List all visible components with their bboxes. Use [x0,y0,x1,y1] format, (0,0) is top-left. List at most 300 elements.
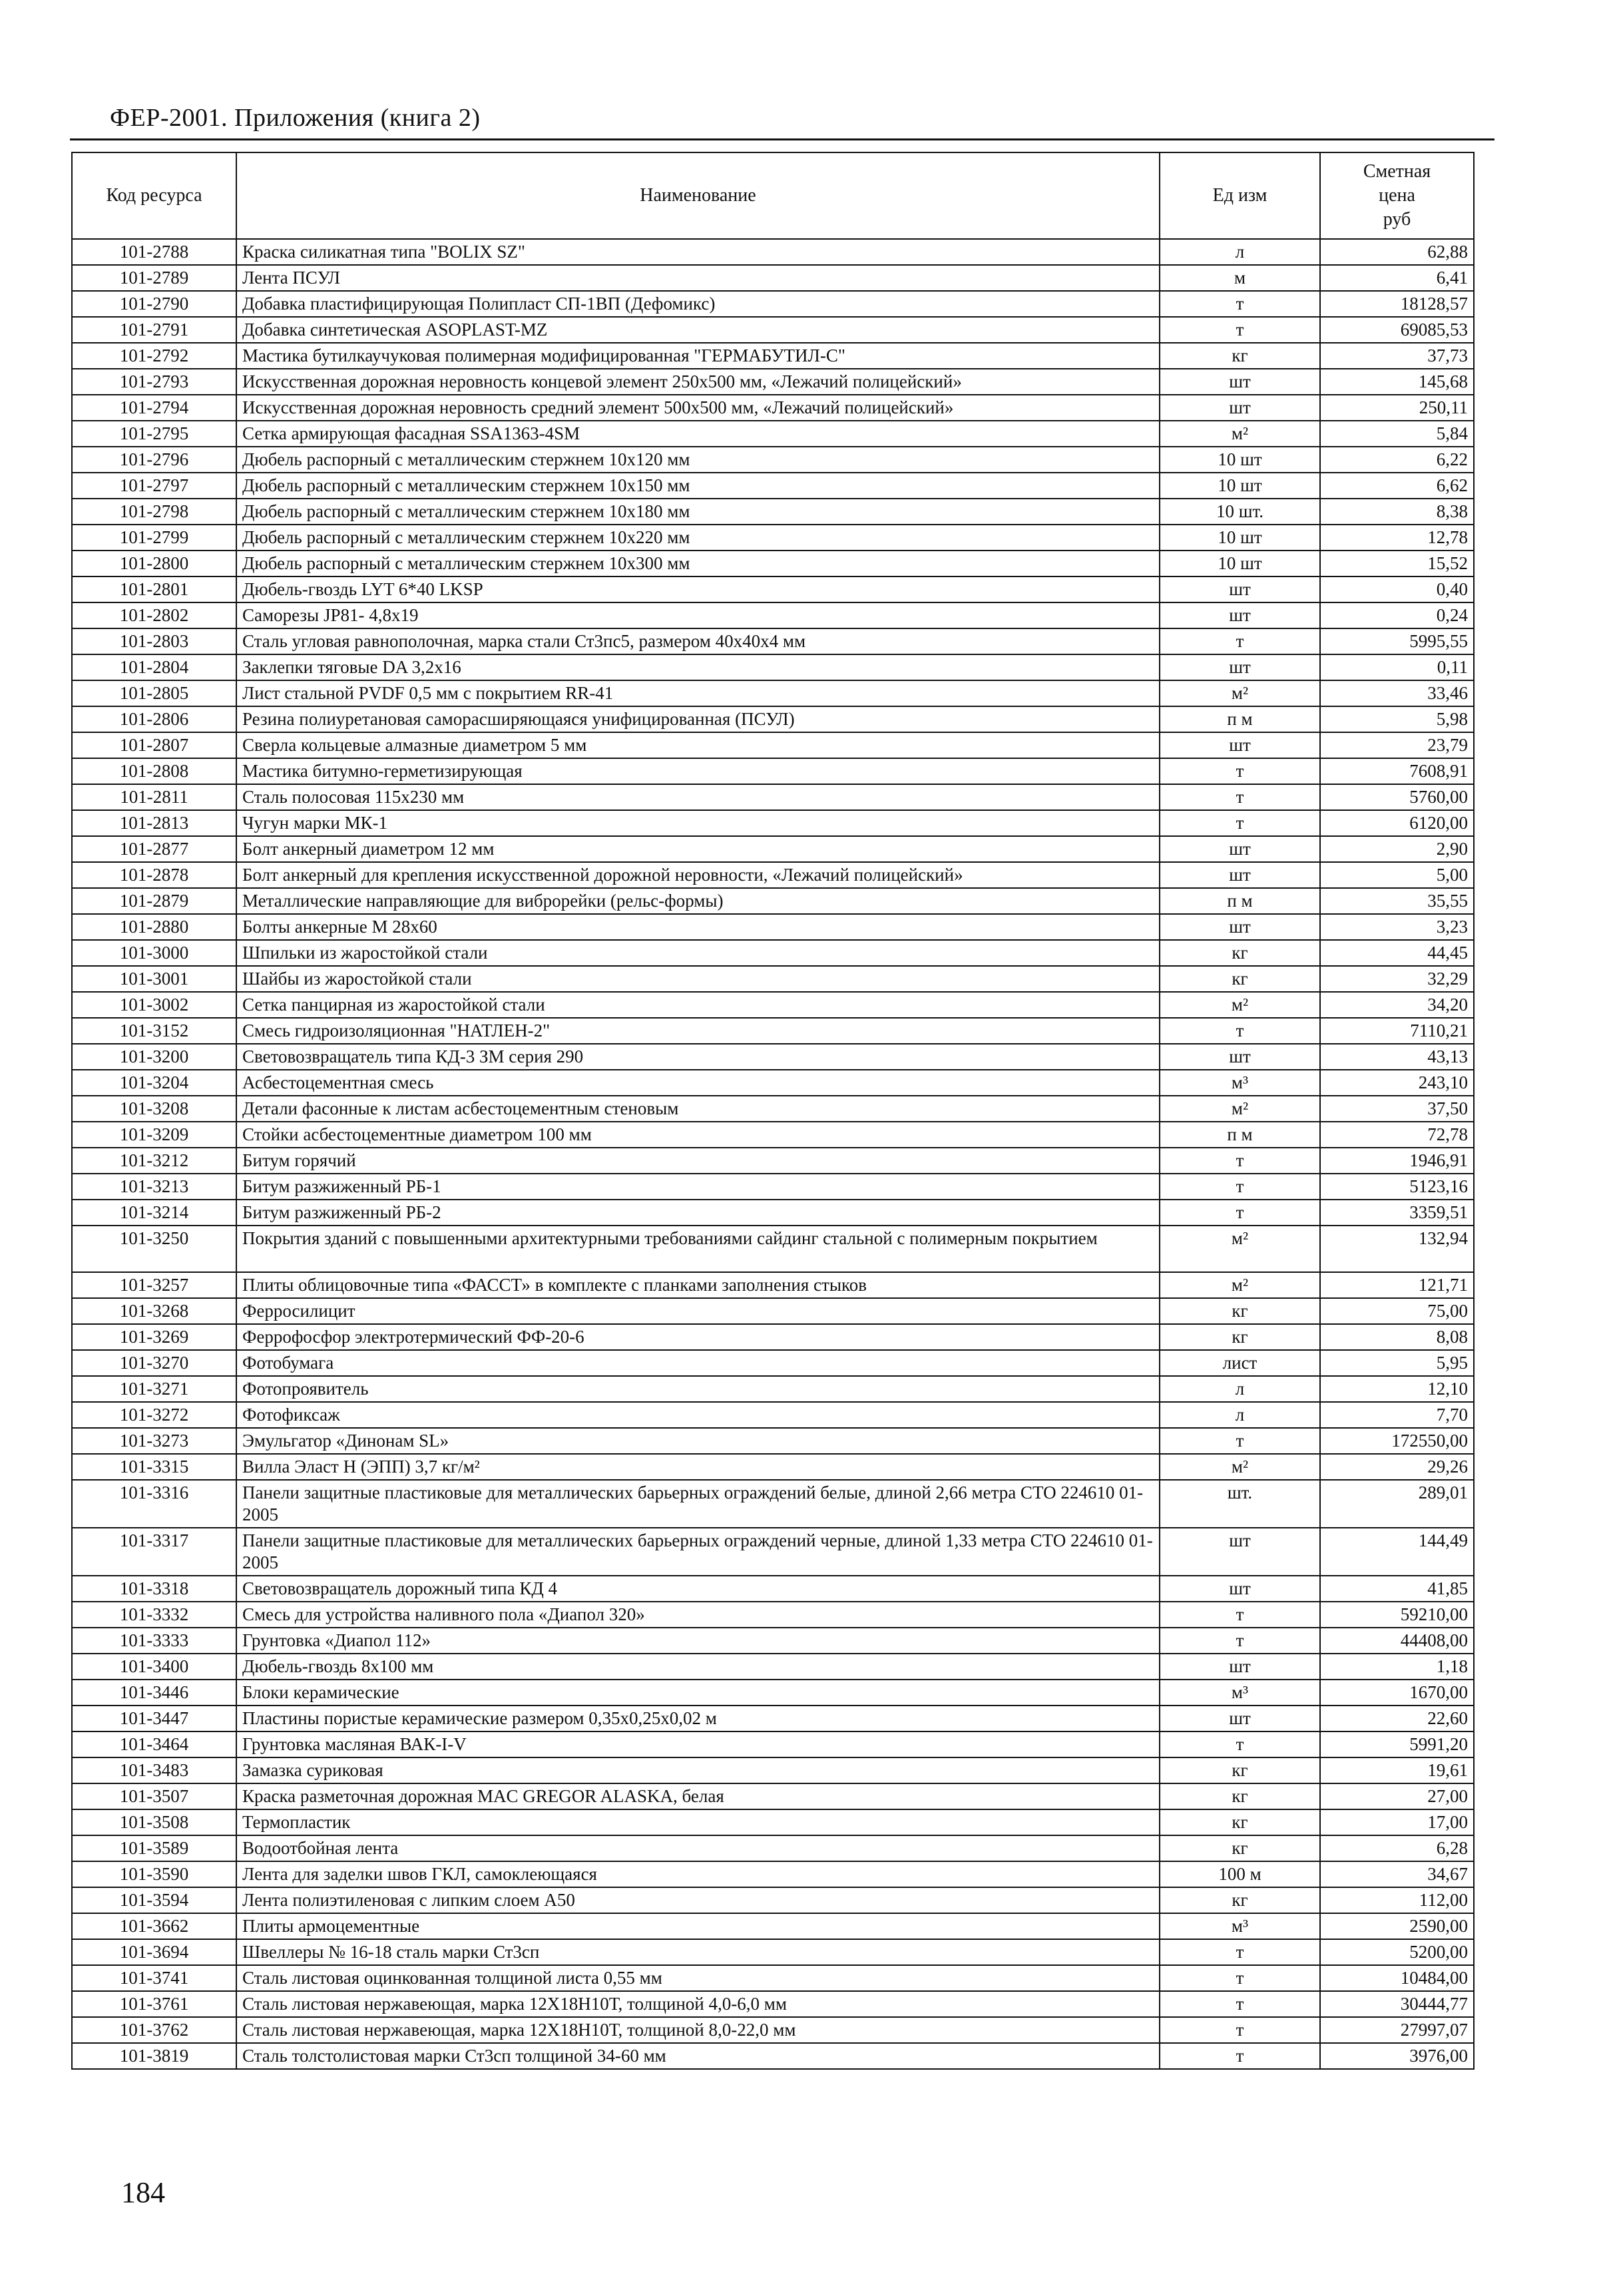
price-cell: 132,94 [1320,1226,1474,1272]
resource-code-cell: 101-3271 [72,1376,236,1402]
price-cell: 35,55 [1320,888,1474,914]
resource-code-cell: 101-2799 [72,525,236,551]
table-row [72,1628,1474,1654]
table-row [72,1528,1474,1576]
resource-code-cell: 101-3446 [72,1680,236,1706]
price-cell: 5200,00 [1320,1939,1474,1965]
price-cell: 5,00 [1320,862,1474,888]
resource-name-cell: Дюбель-гвоздь LYT 6*40 LKSP [236,576,1160,602]
table-row [72,1913,1474,1939]
resource-code-cell: 101-2791 [72,317,236,343]
table-row [72,499,1474,525]
table-row [72,1298,1474,1324]
unit-cell: л [1160,1376,1320,1402]
unit-cell: т [1160,1991,1320,2017]
table-row [72,1272,1474,1298]
table-row [72,369,1474,395]
price-cell: 0,40 [1320,576,1474,602]
resource-code-cell: 101-3001 [72,966,236,992]
resource-code-cell: 101-2807 [72,732,236,758]
unit-cell: шт [1160,1044,1320,1070]
resource-code-cell: 101-3483 [72,1757,236,1783]
unit-cell: шт [1160,369,1320,395]
resource-code-cell: 101-3400 [72,1654,236,1680]
resource-name-cell: Битум горячий [236,1148,1160,1174]
unit-cell: шт. [1160,1480,1320,1528]
table-row [72,1428,1474,1454]
resource-name-cell: Заклепки тяговые DA 3,2x16 [236,654,1160,680]
table-row [72,1324,1474,1350]
resource-code-cell: 101-2798 [72,499,236,525]
unit-cell: 10 шт [1160,447,1320,473]
price-cell: 75,00 [1320,1298,1474,1324]
resource-name-cell: Сетка армирующая фасадная SSA1363-4SM [236,421,1160,447]
unit-cell: т [1160,1939,1320,1965]
price-cell: 72,78 [1320,1122,1474,1148]
resource-code-cell: 101-3332 [72,1602,236,1628]
resource-code-cell: 101-2803 [72,628,236,654]
resource-name-cell: Водоотбойная лента [236,1835,1160,1861]
price-cell: 32,29 [1320,966,1474,992]
table-row [72,1576,1474,1602]
table-body [72,239,1474,2069]
table-header-row [72,152,1474,239]
price-cell: 1,18 [1320,1654,1474,1680]
price-cell: 62,88 [1320,239,1474,265]
resource-name-cell: Дюбель распорный с металлическим стержнем 10x180 мм [236,499,1160,525]
resource-code-cell: 101-2808 [72,758,236,784]
price-cell: 6,28 [1320,1835,1474,1861]
price-cell: 3,23 [1320,914,1474,940]
resource-code-cell: 101-3270 [72,1350,236,1376]
page-header-title: ФЕР-2001. Приложения (книга 2) [110,104,481,132]
unit-cell: шт [1160,654,1320,680]
price-cell: 41,85 [1320,1576,1474,1602]
price-cell: 121,71 [1320,1272,1474,1298]
table-row [72,2017,1474,2043]
resource-code-cell: 101-3268 [72,1298,236,1324]
table-row [72,1174,1474,1200]
unit-cell: т [1160,1602,1320,1628]
price-cell: 43,13 [1320,1044,1474,1070]
unit-cell: т [1160,1731,1320,1757]
resource-code-cell: 101-3447 [72,1706,236,1731]
table-row [72,1809,1474,1835]
price-cell: 34,67 [1320,1861,1474,1887]
resource-code-cell: 101-3214 [72,1200,236,1226]
price-cell: 0,11 [1320,654,1474,680]
resource-name-cell: Резина полиуретановая саморасширяющаяся унифицированная (ПСУЛ) [236,706,1160,732]
price-cell: 7,70 [1320,1402,1474,1428]
resource-name-cell: Вилла Эласт Н (ЭПП) 3,7 кг/м² [236,1454,1160,1480]
unit-cell: м² [1160,421,1320,447]
resource-name-cell: Блоки керамические [236,1680,1160,1706]
unit-cell: м³ [1160,1680,1320,1706]
unit-cell: кг [1160,1298,1320,1324]
table-row [72,1148,1474,1174]
resource-name-cell: Битум разжиженный РБ-2 [236,1200,1160,1226]
price-cell: 5123,16 [1320,1174,1474,1200]
unit-cell: 10 шт [1160,525,1320,551]
unit-cell: кг [1160,1324,1320,1350]
table-row [72,1965,1474,1991]
unit-cell: п м [1160,888,1320,914]
table-row [72,447,1474,473]
resource-name-cell: Дюбель-гвоздь 8x100 мм [236,1654,1160,1680]
unit-cell: м [1160,265,1320,291]
resource-name-cell: Покрытия зданий с повышенными архитектурными требованиями сайдинг стальной с полимерным покрытием [236,1226,1160,1272]
resource-code-cell: 101-3257 [72,1272,236,1298]
resource-code-cell: 101-2797 [72,473,236,499]
price-cell: 17,00 [1320,1809,1474,1835]
resource-code-cell: 101-3002 [72,992,236,1018]
resource-code-cell: 101-3000 [72,940,236,966]
unit-cell: т [1160,1200,1320,1226]
unit-cell: шт [1160,836,1320,862]
unit-cell: т [1160,628,1320,654]
resource-name-cell: Шпильки из жаростойкой стали [236,940,1160,966]
unit-cell: т [1160,291,1320,317]
price-cell: 0,24 [1320,602,1474,628]
page-number: 184 [121,2176,165,2209]
resource-name-cell: Сталь полосовая 115x230 мм [236,784,1160,810]
resource-name-cell: Сталь листовая нержавеющая, марка 12Х18Н10Т, толщиной 8,0-22,0 мм [236,2017,1160,2043]
resource-name-cell: Световозвращатель типа КД-3 ЗМ серия 290 [236,1044,1160,1070]
resource-code-cell: 101-3762 [72,2017,236,2043]
table-row [72,1350,1474,1376]
table-row [72,758,1474,784]
resource-name-cell: Дюбель распорный с металлическим стержнем 10x300 мм [236,551,1160,576]
resource-code-cell: 101-2794 [72,395,236,421]
price-cell: 18128,57 [1320,291,1474,317]
resource-name-cell: Стойки асбестоцементные диаметром 100 мм [236,1122,1160,1148]
price-cell: 145,68 [1320,369,1474,395]
unit-cell: шт [1160,576,1320,602]
unit-cell: т [1160,2017,1320,2043]
table-row [72,239,1474,265]
resource-code-cell: 101-3589 [72,1835,236,1861]
unit-cell: т [1160,317,1320,343]
unit-cell: кг [1160,1887,1320,1913]
resource-name-cell: Ферросилицит [236,1298,1160,1324]
unit-cell: кг [1160,966,1320,992]
price-cell: 15,52 [1320,551,1474,576]
unit-cell: т [1160,1018,1320,1044]
resource-code-cell: 101-3662 [72,1913,236,1939]
col-header-price-line: Сметная [1363,161,1431,182]
resource-code-cell: 101-2795 [72,421,236,447]
price-cell: 34,20 [1320,992,1474,1018]
resource-code-cell: 101-3204 [72,1070,236,1096]
resource-name-cell: Сверла кольцевые алмазные диаметром 5 мм [236,732,1160,758]
resource-code-cell: 101-2804 [72,654,236,680]
resource-name-cell: Дюбель распорный с металлическим стержнем 10x220 мм [236,525,1160,551]
resource-name-cell: Битум разжиженный РБ-1 [236,1174,1160,1200]
resource-name-cell: Феррофосфор электротермический ФФ-20-6 [236,1324,1160,1350]
table-row [72,732,1474,758]
price-cell: 1670,00 [1320,1680,1474,1706]
table-row [72,1096,1474,1122]
unit-cell: м² [1160,1454,1320,1480]
unit-cell: 100 м [1160,1861,1320,1887]
resource-code-cell: 101-3819 [72,2043,236,2069]
price-cell: 19,61 [1320,1757,1474,1783]
price-cell: 1946,91 [1320,1148,1474,1174]
price-cell: 5991,20 [1320,1731,1474,1757]
resource-code-cell: 101-3272 [72,1402,236,1428]
resource-price-table [71,152,1475,2070]
resource-name-cell: Плиты облицовочные типа «ФАССТ» в комплекте с планками заполнения стыков [236,1272,1160,1298]
resource-name-cell: Сталь толстолистовая марки Ст3сп толщиной 34-60 мм [236,2043,1160,2069]
resource-name-cell: Сталь листовая нержавеющая, марка 12Х18Н10Т, толщиной 4,0-6,0 мм [236,1991,1160,2017]
price-cell: 7110,21 [1320,1018,1474,1044]
unit-cell: т [1160,1174,1320,1200]
resource-name-cell: Смесь гидроизоляционная "НАТЛЕН-2" [236,1018,1160,1044]
resource-code-cell: 101-2788 [72,239,236,265]
table-row [72,1200,1474,1226]
resource-code-cell: 101-2813 [72,810,236,836]
resource-name-cell: Краска силикатная типа "BOLIX SZ" [236,239,1160,265]
table-row [72,706,1474,732]
resource-name-cell: Плиты армоцементные [236,1913,1160,1939]
unit-cell: м³ [1160,1070,1320,1096]
table-row [72,888,1474,914]
unit-cell: т [1160,810,1320,836]
table-row [72,680,1474,706]
unit-cell: шт [1160,1528,1320,1576]
resource-code-cell: 101-3594 [72,1887,236,1913]
table-row [72,628,1474,654]
table-row [72,1680,1474,1706]
resource-code-cell: 101-2878 [72,862,236,888]
unit-cell: п м [1160,1122,1320,1148]
resource-code-cell: 101-2790 [72,291,236,317]
table-row [72,265,1474,291]
unit-cell: 10 шт [1160,551,1320,576]
table-row [72,1122,1474,1148]
unit-cell: м² [1160,992,1320,1018]
price-cell: 6120,00 [1320,810,1474,836]
unit-cell: 10 шт [1160,473,1320,499]
resource-code-cell: 101-3316 [72,1480,236,1528]
col-header-unit: Ед изм [1160,152,1320,239]
col-header-price [1320,152,1474,239]
table-row [72,1376,1474,1402]
price-cell: 69085,53 [1320,317,1474,343]
resource-name-cell: Грунтовка масляная ВАК-I-V [236,1731,1160,1757]
table-row [72,576,1474,602]
resource-code-cell: 101-2806 [72,706,236,732]
resource-code-cell: 101-3200 [72,1044,236,1070]
resource-code-cell: 101-3273 [72,1428,236,1454]
price-cell: 59210,00 [1320,1602,1474,1628]
table-row [72,1783,1474,1809]
unit-cell: м² [1160,1272,1320,1298]
resource-code-cell: 101-2879 [72,888,236,914]
unit-cell: т [1160,1965,1320,1991]
price-cell: 27,00 [1320,1783,1474,1809]
table-row [72,1480,1474,1528]
table-row [72,1991,1474,2017]
resource-code-cell: 101-3208 [72,1096,236,1122]
resource-code-cell: 101-3250 [72,1226,236,1272]
table-row [72,1044,1474,1070]
price-cell: 37,73 [1320,343,1474,369]
unit-cell: п м [1160,706,1320,732]
price-cell: 12,10 [1320,1376,1474,1402]
unit-cell: шт [1160,1706,1320,1731]
price-cell: 250,11 [1320,395,1474,421]
price-cell: 30444,77 [1320,1991,1474,2017]
unit-cell: м² [1160,1096,1320,1122]
table-row [72,1070,1474,1096]
resource-name-cell: Лента для заделки швов ГКЛ, самоклеющаяся [236,1861,1160,1887]
price-cell: 6,41 [1320,265,1474,291]
resource-name-cell: Фотобумага [236,1350,1160,1376]
table-row [72,551,1474,576]
resource-name-cell: Лента ПСУЛ [236,265,1160,291]
table-row [72,1861,1474,1887]
unit-cell: шт [1160,395,1320,421]
resource-code-cell: 101-2789 [72,265,236,291]
col-header-name: Наименование [236,152,1160,239]
col-header-code: Код ресурса [72,152,236,239]
resource-name-cell: Шайбы из жаростойкой стали [236,966,1160,992]
price-cell: 5,98 [1320,706,1474,732]
table-row [72,966,1474,992]
price-cell: 5,84 [1320,421,1474,447]
resource-name-cell: Саморезы JP81- 4,8x19 [236,602,1160,628]
unit-cell: л [1160,239,1320,265]
price-cell: 2,90 [1320,836,1474,862]
unit-cell: шт [1160,1576,1320,1602]
table-row [72,421,1474,447]
table-row [72,1018,1474,1044]
resource-name-cell: Искусственная дорожная неровность средний элемент 500x500 мм, «Лежачий полицейский» [236,395,1160,421]
table-row [72,1602,1474,1628]
resource-code-cell: 101-2805 [72,680,236,706]
unit-cell: кг [1160,1757,1320,1783]
resource-name-cell: Дюбель распорный с металлическим стержнем 10x120 мм [236,447,1160,473]
unit-cell: шт [1160,914,1320,940]
price-cell: 22,60 [1320,1706,1474,1731]
resource-code-cell: 101-3315 [72,1454,236,1480]
price-cell: 6,22 [1320,447,1474,473]
price-cell: 33,46 [1320,680,1474,706]
unit-cell: т [1160,758,1320,784]
resource-code-cell: 101-2877 [72,836,236,862]
unit-cell: т [1160,1628,1320,1654]
unit-cell: кг [1160,1835,1320,1861]
resource-name-cell: Краска разметочная дорожная MAC GREGOR ALASKA, белая [236,1783,1160,1809]
resource-code-cell: 101-2792 [72,343,236,369]
price-cell: 289,01 [1320,1480,1474,1528]
resource-name-cell: Световозвращатель дорожный типа КД 4 [236,1576,1160,1602]
resource-name-cell: Фотопроявитель [236,1376,1160,1402]
resource-code-cell: 101-3761 [72,1991,236,2017]
resource-name-cell: Сетка панцирная из жаростойкой стали [236,992,1160,1018]
price-cell: 144,49 [1320,1528,1474,1576]
unit-cell: т [1160,784,1320,810]
resource-name-cell: Лента полиэтиленовая с липким слоем А50 [236,1887,1160,1913]
price-cell: 112,00 [1320,1887,1474,1913]
table-row [72,317,1474,343]
unit-cell: кг [1160,940,1320,966]
col-header-price-line: руб [1383,209,1411,230]
table-row [72,291,1474,317]
price-cell: 44,45 [1320,940,1474,966]
table-row [72,1402,1474,1428]
price-cell: 12,78 [1320,525,1474,551]
table-row [72,914,1474,940]
resource-name-cell: Швеллеры № 16-18 сталь марки Ст3сп [236,1939,1160,1965]
resource-code-cell: 101-3507 [72,1783,236,1809]
resource-code-cell: 101-2793 [72,369,236,395]
resource-code-cell: 101-3212 [72,1148,236,1174]
resource-name-cell: Панели защитные пластиковые для металлических барьерных ограждений черные, длиной 1,33 метра СТО 224610 01-2005 [236,1528,1160,1576]
resource-name-cell: Добавка пластифицирующая Полипласт СП-1ВП (Дефомикс) [236,291,1160,317]
resource-name-cell: Металлические направляющие для виброрейки (рельс-формы) [236,888,1160,914]
table-row [72,940,1474,966]
table-row [72,992,1474,1018]
resource-code-cell: 101-2880 [72,914,236,940]
resource-code-cell: 101-2802 [72,602,236,628]
resource-name-cell: Сталь листовая оцинкованная толщиной листа 0,55 мм [236,1965,1160,1991]
resource-code-cell: 101-3317 [72,1528,236,1576]
price-cell: 5,95 [1320,1350,1474,1376]
price-cell: 172550,00 [1320,1428,1474,1454]
resource-code-cell: 101-3741 [72,1965,236,1991]
resource-name-cell: Добавка синтетическая ASOPLAST-MZ [236,317,1160,343]
resource-name-cell: Детали фасонные к листам асбестоцементным стеновым [236,1096,1160,1122]
price-cell: 10484,00 [1320,1965,1474,1991]
resource-name-cell: Грунтовка «Диапол 112» [236,1628,1160,1654]
resource-name-cell: Болт анкерный для крепления искусственной дорожной неровности, «Лежачий полицейский» [236,862,1160,888]
unit-cell: шт [1160,732,1320,758]
price-cell: 6,62 [1320,473,1474,499]
table-row [72,1835,1474,1861]
table-row [72,343,1474,369]
resource-code-cell: 101-3318 [72,1576,236,1602]
price-cell: 3976,00 [1320,2043,1474,2069]
resource-name-cell: Сталь угловая равнополочная, марка стали Ст3пс5, размером 40x40x4 мм [236,628,1160,654]
table-row [72,810,1474,836]
resource-name-cell: Болт анкерный диаметром 12 мм [236,836,1160,862]
unit-cell: л [1160,1402,1320,1428]
table-row [72,525,1474,551]
resource-code-cell: 101-3464 [72,1731,236,1757]
resource-name-cell: Дюбель распорный с металлическим стержнем 10x150 мм [236,473,1160,499]
unit-cell: т [1160,1148,1320,1174]
resource-name-cell: Мастика битумно-герметизирующая [236,758,1160,784]
resource-name-cell: Термопластик [236,1809,1160,1835]
table-row [72,784,1474,810]
price-cell: 7608,91 [1320,758,1474,784]
unit-cell: т [1160,2043,1320,2069]
price-cell: 37,50 [1320,1096,1474,1122]
table-row [72,1731,1474,1757]
price-cell: 8,08 [1320,1324,1474,1350]
resource-code-cell: 101-2811 [72,784,236,810]
price-cell: 27997,07 [1320,2017,1474,2043]
resource-name-cell: Фотофиксаж [236,1402,1160,1428]
resource-code-cell: 101-2796 [72,447,236,473]
resource-code-cell: 101-3590 [72,1861,236,1887]
table-row [72,836,1474,862]
price-cell: 29,26 [1320,1454,1474,1480]
resource-name-cell: Пластины пористые керамические размером 0,35x0,25x0,02 м [236,1706,1160,1731]
price-cell: 23,79 [1320,732,1474,758]
